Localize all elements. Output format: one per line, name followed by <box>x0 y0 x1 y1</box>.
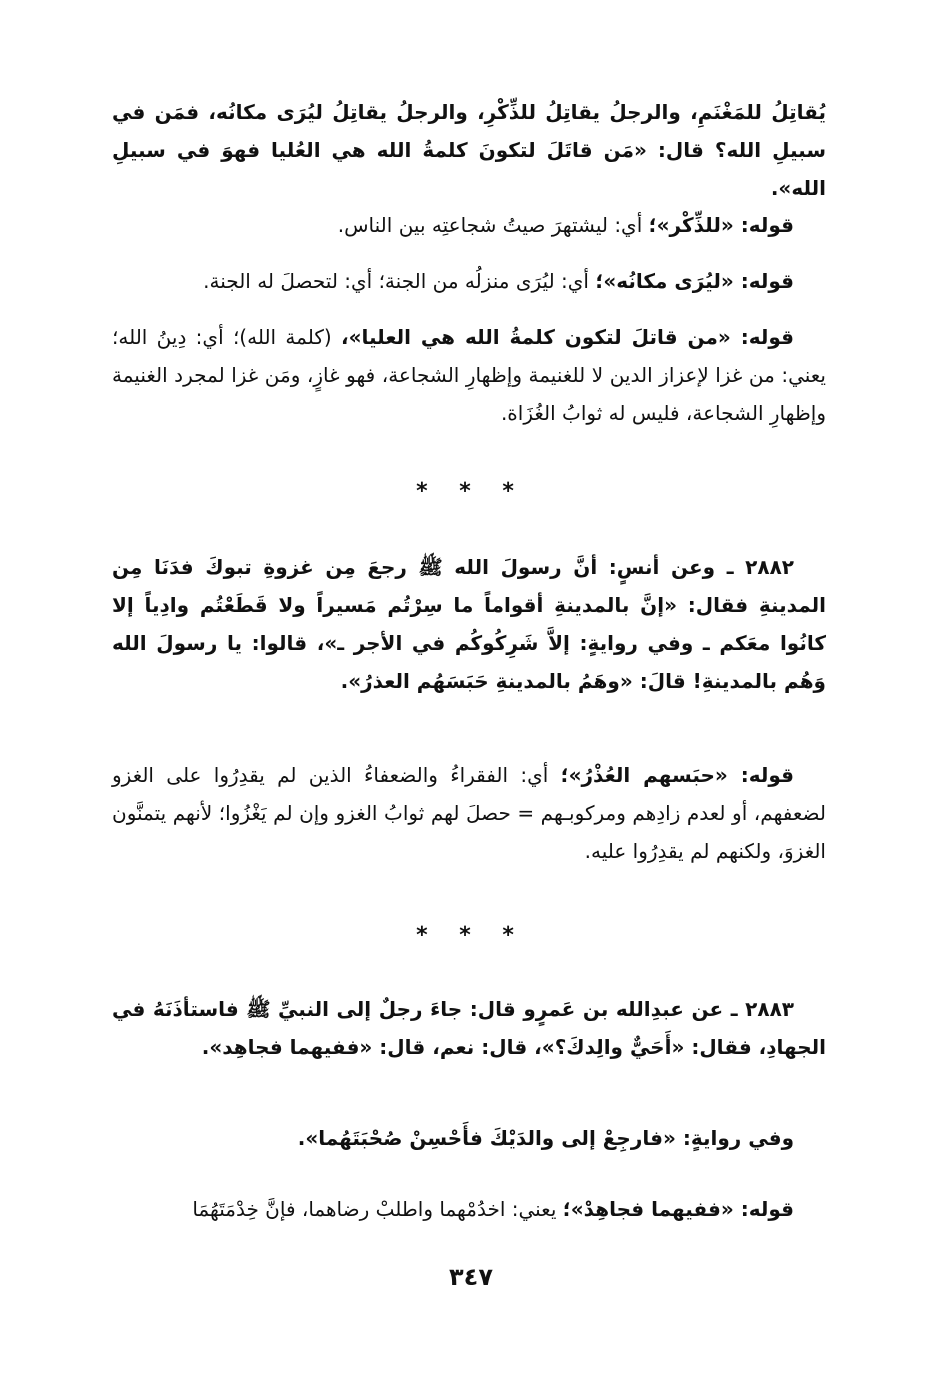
commentary-fafihima-text: يعني: اخدُمْهما واطلبْ رضاهما، فإنَّ خِدْمَتَهُمَا <box>192 1197 563 1221</box>
riwaya-line <box>112 1119 826 1157</box>
page-number: ٣٤٧ <box>449 1263 493 1291</box>
hadith-2882 <box>112 548 826 700</box>
commentary-dhikr <box>112 206 826 244</box>
commentary-fafihima-lead: قوله: «ففيهما فجاهِدْ»؛ <box>562 1197 794 1221</box>
commentary-makanuh-lead: قوله: «ليُرَى مكانُه»؛ <box>595 269 794 293</box>
section-divider: * * * <box>416 923 526 948</box>
section-divider: * * * <box>416 479 526 504</box>
hadith-continuation-text: يُقاتِلُ للمَغْنَمِ، والرجلُ يقاتِلُ للذِّكْرِ، والرجلُ يقاتِلُ ليُرَى مكانُه، فمَن في سبيلِ الله؟ قال: «مَن قاتَلَ لتكونَ كلمةُ الله هي العُليا فهوَ في سبيلِ الله». <box>112 100 826 200</box>
commentary-kalimat-allah-lead: قوله: «من قاتلَ لتكون كلمةُ الله هي العليا»، <box>340 325 795 349</box>
hadith-continuation <box>112 93 826 207</box>
commentary-makanuh-text: أي: ليُرَى منزلُه من الجنة؛ أي: لتحصلَ له الجنة. <box>203 269 596 293</box>
commentary-kalimat-allah-text: (كلمة الله)؛ أي: دِينُ الله؛ يعني: من غزا لإعزاز الدين لا للغنيمة وإظهارِ الشجاعة، فهو غازٍ، ومَن غزا لمجرد الغنيمة وإظهارِ الشجاعة، فليس له ثوابُ الغُزَاة. <box>112 325 826 425</box>
commentary-dhikr-lead: قوله: «للذِّكْر»؛ <box>648 213 794 237</box>
commentary-fafihima <box>112 1190 826 1228</box>
commentary-dhikr-text: أي: ليشتهرَ صيتُ شجاعتِه بين الناس. <box>337 213 649 237</box>
commentary-kalimat-allah <box>112 318 826 432</box>
commentary-hubs-al-udhr-lead: قوله: «حبَسهم العُذْرُ»؛ <box>560 763 794 787</box>
hadith-2882-text: ٢٨٨٢ ـ وعن أنسٍ: أنَّ رسولَ الله ﷺ رجعَ مِن غزوةِ تبوكَ فدَنَا مِن المدينةِ فقال: «إنَّ بالمدينةِ أقواماً ما سِرْتُم مَسيراً ولا قَطَعْتُم وادِياً إلا كانُوا معَكم ـ وفي روايةٍ: إلاَّ شَرِكُوكُم في الأجر ـ»، قالوا: يا رسولَ الله وَهُم بالمدينةِ! قالَ: «وهَمُ بالمدينةِ حَبَسَهُم العذرُ». <box>112 555 826 693</box>
hadith-2883 <box>112 990 826 1066</box>
commentary-makanuh <box>112 262 826 300</box>
hadith-2883-text: ٢٨٨٣ ـ عن عبدِالله بن عَمرٍو قال: جاءَ رجلٌ إلى النبيِّ ﷺ فاستأذَنَهُ في الجهادِ، فقال: «أَحَيٌّ والِدكَ؟»، قال: نعم، قال: «ففيهما فجاهِد». <box>112 997 826 1059</box>
commentary-hubs-al-udhr-text: أي: الفقراءُ والضعفاءُ الذين لم يقدِرُوا على الغزو لضعفهم، أو لعدم زادِهم ومركوبـهم = حصلَ لهم ثوابُ الغزو وإن لم يَغْزُوا؛ لأنهم يتمنَّون الغزوَ، ولكنهم لم يقدِرُوا عليه. <box>112 763 826 863</box>
riwaya-text: وفي روايةٍ: «فارجِعْ إلى والدَيْكَ فأَحْسِنْ صُحْبَتَهُما». <box>297 1126 794 1150</box>
commentary-hubs-al-udhr <box>112 756 826 870</box>
